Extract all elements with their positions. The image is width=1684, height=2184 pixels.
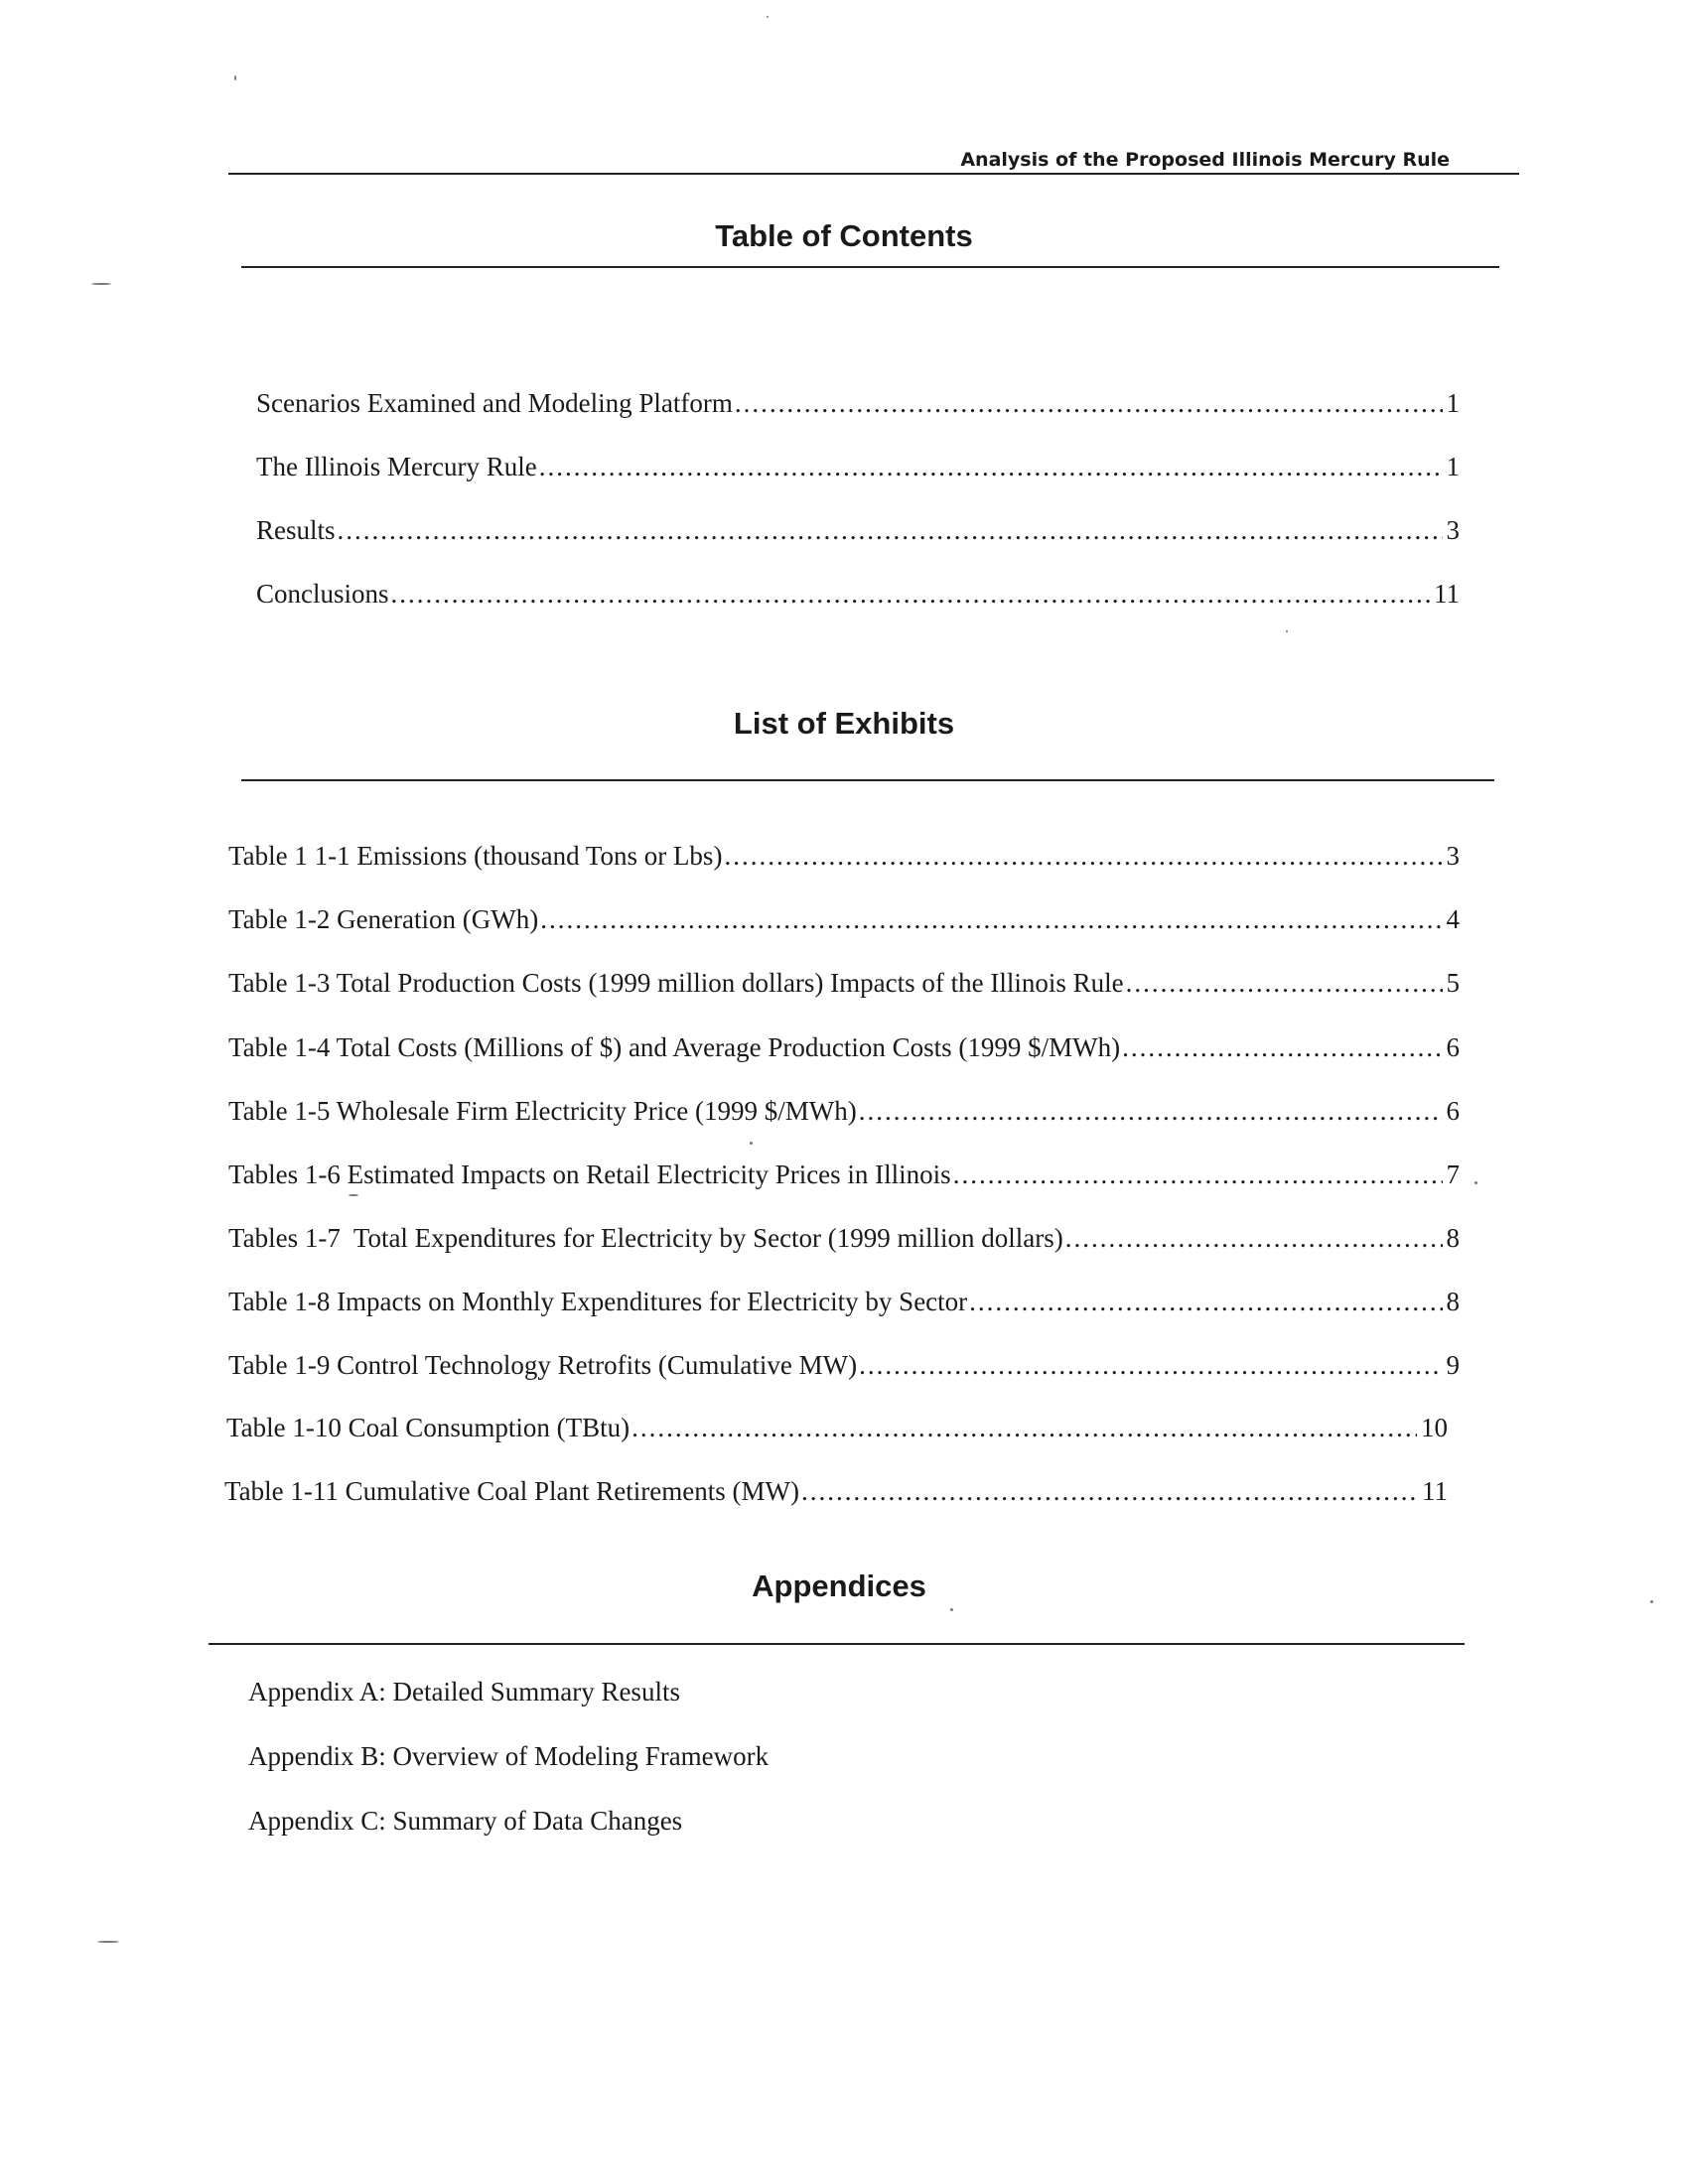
exhibit-entry-label: Tables 1-6 Estimated Impacts on Retail Electricity Prices in Illinois (228, 1160, 951, 1189)
exhibit-entry-page: 10 (1421, 1413, 1448, 1442)
dot-leader (1065, 1223, 1443, 1254)
dot-leader (632, 1413, 1417, 1443)
exhibit-entry[interactable] (228, 1096, 1460, 1127)
scan-speck (750, 1142, 753, 1145)
toc-entry[interactable] (256, 579, 1460, 610)
exhibit-entry-label: Table 1-10 Coal Consumption (TBtu) (226, 1413, 631, 1442)
dot-leader (735, 388, 1443, 419)
exhibit-entry[interactable] (228, 1160, 1460, 1190)
exhibit-entry-page: 4 (1446, 904, 1460, 934)
toc-entry-label: Conclusions (256, 579, 389, 609)
toc-title: Table of Contents (715, 218, 973, 253)
scan-speck (767, 16, 769, 18)
dot-leader (859, 1096, 1443, 1127)
dot-leader (1122, 1032, 1442, 1063)
dot-leader (1126, 968, 1443, 999)
appendix-item[interactable]: Appendix A: Detailed Summary Results (248, 1677, 680, 1706)
exhibit-entry[interactable] (228, 904, 1460, 935)
dot-leader (539, 452, 1443, 482)
scan-speck (1650, 1600, 1653, 1603)
dot-leader (391, 579, 1430, 610)
toc-entry-page: 1 (1446, 452, 1460, 481)
running-header: Analysis of the Proposed Illinois Mercury Rule (228, 149, 1519, 175)
exhibit-entry-label: Table 1-11 Cumulative Coal Plant Retirements (MW) (224, 1476, 799, 1506)
exhibit-entry[interactable] (228, 1032, 1460, 1063)
toc-entry[interactable] (256, 452, 1460, 482)
toc-entry-label: Results (256, 515, 336, 545)
toc-entry-page: 11 (1434, 579, 1460, 609)
toc-entry-label: The Illinois Mercury Rule (256, 452, 537, 481)
exhibit-entry-label: Table 1-9 Control Technology Retrofits (Cumulative MW) (228, 1350, 858, 1380)
exhibit-entry-label: Table 1-3 Total Production Costs (1999 million dollars) Impacts of the Illinois Rule (228, 968, 1124, 998)
exhibit-entry[interactable] (226, 1413, 1448, 1443)
exhibit-entry-page: 6 (1446, 1096, 1460, 1126)
exhibit-entry-label: Tables 1-7 Total Expenditures for Electricity by Sector (1999 million dollars) (228, 1223, 1063, 1253)
dot-leader (540, 904, 1442, 935)
exhibit-entry[interactable] (224, 1476, 1448, 1507)
appendices-title-rule (209, 1643, 1465, 1645)
exhibit-entry-page: 6 (1446, 1032, 1460, 1062)
exhibit-entry-page: 9 (1446, 1350, 1460, 1380)
toc-title-rule (241, 266, 1499, 268)
exhibit-entry-page: 3 (1446, 841, 1460, 871)
exhibit-entry-label: Table 1-5 Wholesale Firm Electricity Price (1999 $/MWh) (228, 1096, 857, 1126)
exhibit-entry-page: 5 (1446, 968, 1460, 998)
dot-leader (724, 841, 1442, 872)
scan-speck (234, 75, 236, 80)
exhibit-entry-page: 8 (1446, 1223, 1460, 1253)
exhibit-entry-page: 8 (1446, 1287, 1460, 1316)
scan-speck (97, 1941, 119, 1943)
exhibits-title-rule (241, 779, 1494, 781)
toc-entry[interactable] (256, 388, 1460, 419)
exhibit-entry-label: Table 1 1-1 Emissions (thousand Tons or Lbs) (228, 841, 723, 871)
scan-speck (91, 283, 111, 285)
toc-entry-label: Scenarios Examined and Modeling Platform (256, 388, 733, 418)
appendices-title: Appendices (752, 1569, 926, 1603)
appendix-item[interactable]: Appendix B: Overview of Modeling Framework (248, 1741, 770, 1771)
exhibit-entry-page: 11 (1422, 1476, 1448, 1506)
scan-speck (1474, 1181, 1477, 1184)
exhibit-entry[interactable] (228, 968, 1460, 999)
dot-leader (953, 1160, 1443, 1190)
exhibit-entry[interactable] (228, 1223, 1460, 1254)
scan-speck (950, 1608, 953, 1611)
exhibit-entry[interactable] (228, 841, 1460, 872)
toc-entry-page: 1 (1446, 388, 1460, 418)
exhibit-entry[interactable] (228, 1350, 1460, 1381)
scan-speck (349, 1194, 358, 1196)
dot-leader (969, 1287, 1442, 1317)
exhibits-title: List of Exhibits (733, 706, 955, 741)
dot-leader (859, 1350, 1442, 1381)
scan-speck (1286, 630, 1288, 632)
exhibit-entry-label: Table 1-4 Total Costs (Millions of $) and Average Production Costs (1999 $/MWh) (228, 1032, 1121, 1062)
toc-entry-page: 3 (1446, 515, 1460, 545)
exhibit-entry-label: Table 1-2 Generation (GWh) (228, 904, 539, 934)
dot-leader (338, 515, 1443, 546)
exhibit-entry-page: 7 (1446, 1160, 1460, 1189)
exhibit-entry-label: Table 1-8 Impacts on Monthly Expenditures for Electricity by Sector (228, 1287, 968, 1316)
toc-entry[interactable] (256, 515, 1460, 546)
dot-leader (801, 1476, 1418, 1507)
appendix-item[interactable]: Appendix C: Summary of Data Changes (248, 1806, 683, 1836)
exhibit-entry[interactable] (228, 1287, 1460, 1317)
